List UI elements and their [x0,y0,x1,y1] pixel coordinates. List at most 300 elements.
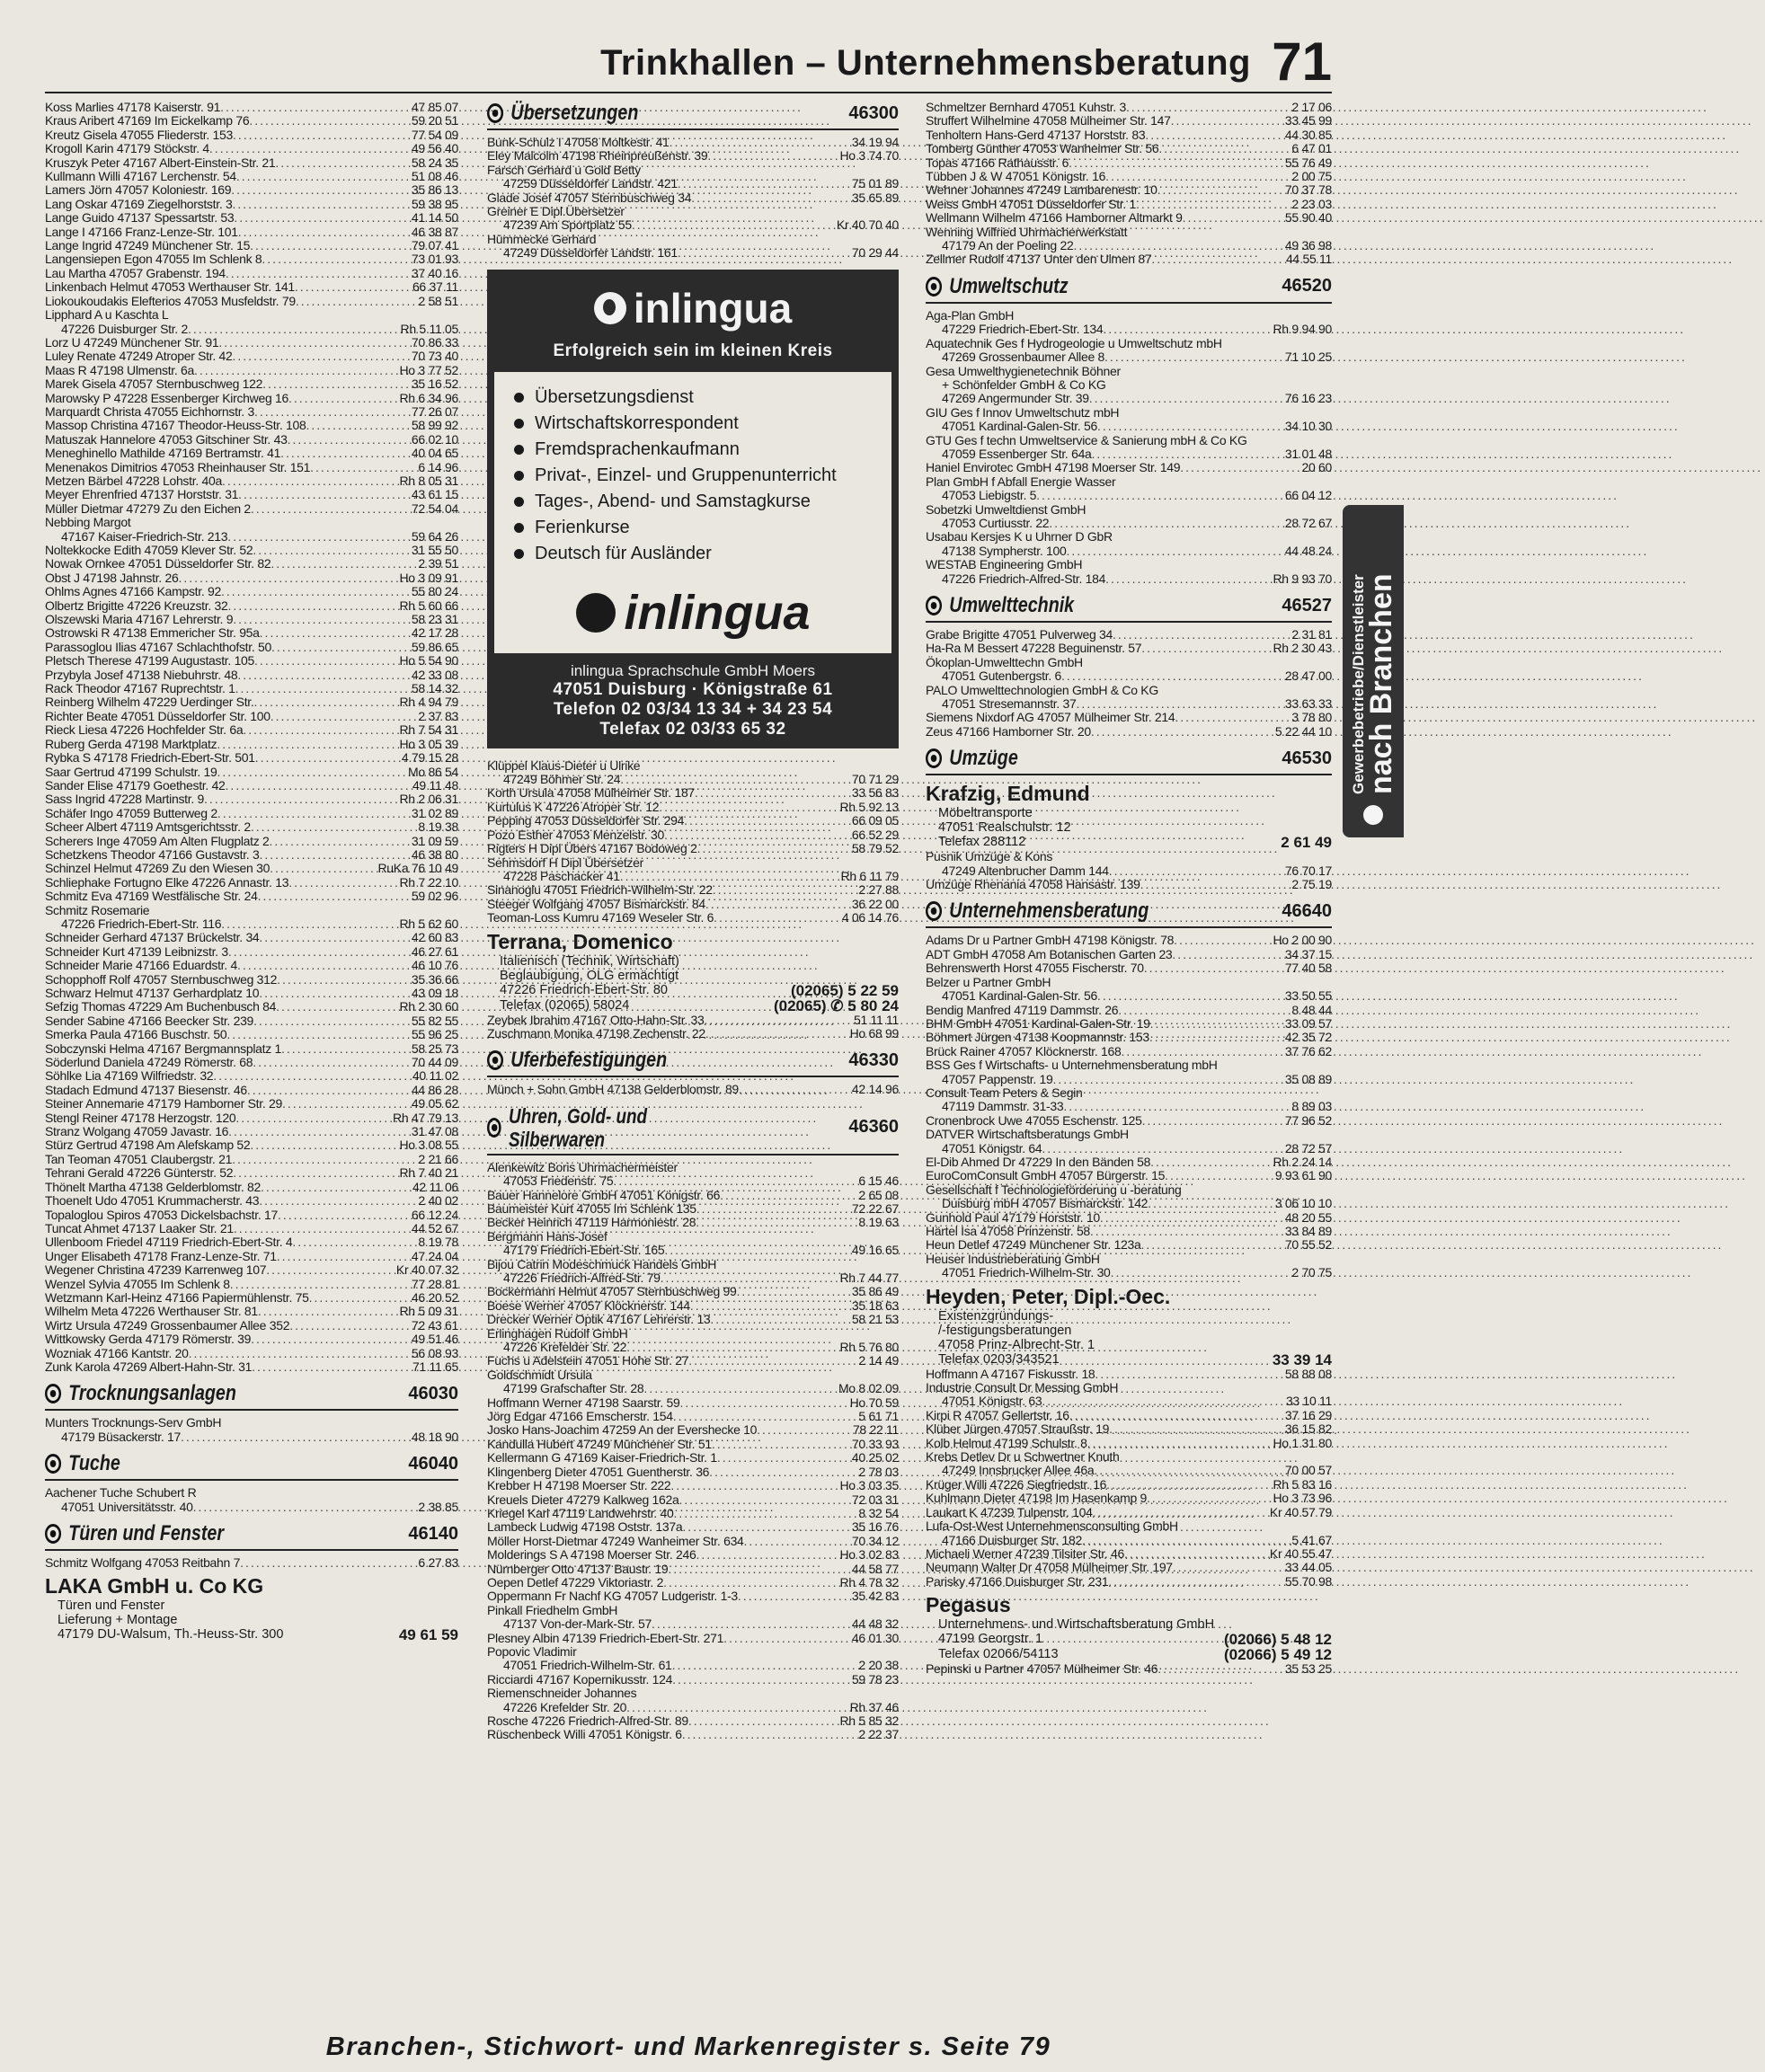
listing-entry [45,807,458,820]
listing-name: Josko Hans-Joachim 47259 An der Eversheckе 10 [487,1422,758,1438]
listing-phone: 66 09 05 [851,813,899,828]
listing-name: 47249 Böhmer Str. 24 [503,772,621,787]
listing-entry [926,976,1332,989]
listing-entry [926,878,1332,891]
listing-phone: 66 12 24 [411,1207,458,1222]
listing-list [487,1083,899,1096]
listing-name: Munters Trocknungs-Serv GmbH [45,1415,222,1430]
listing-name: Ohlms Agnes 47166 Kampstr. 92 [45,584,221,599]
listing-phone: 33 09 57 [1284,1015,1332,1031]
listing-name: Jörg Edgar 47166 Emscherstr. 154 [487,1409,673,1424]
listing-entry [487,1714,899,1728]
listing-name: 47051 Gutenbergstr. 6 [942,669,1062,684]
listing-phone: Mo 86 54 [408,764,458,779]
dot-leader [661,1271,840,1285]
listing-entry [45,835,458,848]
listing-entry [926,1169,1332,1182]
listing-entry [926,1506,1332,1519]
dot-leader [709,1465,858,1479]
dot-leader [1122,1045,1285,1058]
dot-leader [306,419,412,432]
listing-entry [45,198,458,211]
listing-entry [926,239,1332,252]
dot-leader [250,239,412,252]
listing-entry [487,1189,899,1202]
company-line: Türen und Fenster [58,1598,165,1614]
listing-name: Steeger Wolfgang 47057 Bismarckstr. 84 [487,896,705,911]
listing-entry [487,1673,899,1687]
listing-name: Söderlund Daniela 47249 Römerstr. 68 [45,1055,253,1070]
dot-leader [250,1138,399,1152]
listing-phone: 35 36 66 [411,971,458,987]
listing-entry [926,170,1332,183]
listing-phone: 48 18 90 [411,1429,458,1444]
listing-phone: 8 32 54 [858,1505,899,1520]
listing-phone: 58 25 73 [411,1040,458,1056]
listing-name: Marquardt Christa 47055 Eichhornstr. 3 [45,403,254,419]
listing-name: Schmitz Wolfgang 47053 Reitbahn 7 [45,1555,241,1570]
listing-entry [45,101,458,114]
dot-leader [1142,1114,1285,1128]
listing-list [926,934,1332,1280]
listing-entry [45,973,458,987]
listing-entry [45,890,458,903]
listing-phone: 28 72 67 [1284,515,1332,530]
listing-name: Duisburg mbH 47057 Bismarckstr. 142 [942,1196,1149,1211]
dot-leader [1150,1156,1273,1169]
company-line: Italienisch (Technik, Wirtschaft) [500,953,679,969]
listing-phone: 44 58 77 [851,1561,899,1576]
listing-phone: 2 14 49 [858,1353,899,1368]
dot-leader [296,295,419,308]
listing-name: 47226 Friedrich-Alfred-Str. 79 [503,1271,661,1285]
dot-leader [275,156,412,170]
listing-phone: 44 86 28 [411,1082,458,1097]
listing-entry [926,1086,1332,1100]
listing-entry [487,1576,899,1589]
dot-leader [1109,864,1285,878]
listing-phone: 5 41 67 [1291,1532,1332,1547]
listing-phone: 34 10 30 [1284,419,1332,434]
listing-phone: 35 08 89 [1284,1071,1332,1086]
listing-phone: Rh 5 92 13 [839,799,899,814]
tab-subtitle: Gewerbebetriebe/Dienstleister [1349,574,1367,794]
listing-entry [487,759,899,773]
listing-name: Klüber Jürgen 47057 Straußstr. 19 [926,1421,1110,1437]
listing-phone: 77 54 09 [411,127,458,142]
listing-name: Saar Gertrud 47199 Schulstr. 19 [45,764,217,779]
listing-list [926,101,1332,267]
dot-leader [288,876,399,890]
listing-entry [487,1341,899,1354]
listing-name: Hoffmann A 47167 Fiskusstr. 18 [926,1366,1095,1381]
listing-name: Krebber H 47198 Moerser Str. 222 [487,1478,671,1493]
listing-name: Thönelt Martha 47138 Gelderblomstr. 82 [45,1179,261,1194]
listing-entry [926,850,1332,863]
listing-name: Schetzkens Theodor 47166 Gustavstr. 3 [45,846,260,862]
listing-name: Zunk Karola 47269 Albert-Hahn-Str. 31 [45,1359,253,1374]
listing-name: Thoenelt Udo 47051 Krummacherstr. 43 [45,1193,260,1209]
section-code: 46330 [848,1049,899,1070]
listing-name: Münch + Sohn GmbH 47138 Gelderblomstr. 89 [487,1082,739,1097]
listing-phone: 35 86 13 [411,182,458,198]
listing-entry [926,1561,1332,1574]
listing-phone: 42 33 08 [411,667,458,682]
dot-leader [1100,1211,1285,1225]
listing-phone: 76 70 17 [1284,863,1332,878]
listing-name: Kreutz Gisela 47055 Fliederstr. 153 [45,127,233,142]
listing-name: Kruszyk Peter 47167 Albert-Einstein-Str. 21 [45,155,276,170]
listing-phone: 58 88 08 [1284,1366,1332,1381]
dot-leader [249,114,412,128]
listing-entry [487,1161,899,1174]
listing-name: Kirpi R 47057 Gellertstr. 16 [926,1407,1069,1422]
listing-name: Heuser Industrieberatung GmbH [926,1251,1100,1266]
listing-name: Drecker Werner Optik 47167 Lehrerstr. 13 [487,1312,711,1327]
company-line: Existenzgründungs- [938,1308,1054,1324]
dot-leader [259,1194,418,1208]
listing-name: Sobczynski Helma 47167 Bergmannsplatz 1 [45,1040,282,1056]
dot-leader [1103,323,1273,336]
company-phone: (02066) 5 48 12 [1223,1631,1332,1649]
listing-phone: 70 55 52 [1284,1237,1332,1253]
dot-leader [222,474,400,488]
inlingua-advertisement [487,270,899,748]
listing-name: Erlinghagen Rudolf GmbH [487,1325,628,1341]
listing-name: Wenzel Sylvia 47055 Im Schlenk 8 [45,1276,230,1291]
inlingua-logo-icon [576,593,616,633]
company-address: 47179 DU-Walsum, Th.-Heuss-Str. 300 [58,1627,284,1643]
listing-entry [45,1194,458,1208]
listing-phone: 28 72 57 [1284,1140,1332,1156]
listing-phone: 33 63 33 [1284,696,1332,712]
listing-entry [487,1244,899,1257]
listing-entry [487,218,899,232]
dot-leader [227,530,412,544]
listing-phone: 33 10 11 [1285,1394,1332,1409]
pegasus-listing [926,1592,1332,1662]
listing-name: 47179 Büsackerstr. 17 [61,1429,182,1444]
dot-leader [744,1535,852,1548]
listing-phone: 44 55 11 [1285,252,1332,267]
listing-phone: Rh 9 93 70 [1273,571,1332,586]
listing-phone: 36 15 82 [1284,1421,1332,1437]
listing-entry [487,1493,899,1507]
listing-name: 47269 Grossenbaumer Allee 8 [942,350,1105,365]
tab-bullet-icon [1363,805,1383,825]
listing-phone: 2 39 51 [418,556,458,571]
listing-phone: 34 37 15 [1284,946,1332,961]
listing-name: Zuschmann Monika 47198 Zechenstr. 22 [487,1025,705,1040]
listing-phone: 47 24 04 [411,1248,458,1263]
listing-name: Topas 47166 Rathausstr. 6 [926,155,1069,170]
listing-entry [487,1423,899,1437]
listing-name: Rigters H Dipl Übers 47167 Bodoweg 2 [487,841,697,856]
listing-entry [926,1464,1332,1477]
listing-entry [45,723,458,737]
listing-entry [45,1333,458,1346]
dot-leader [626,1341,839,1354]
dot-leader [673,1507,858,1520]
dot-leader [1151,252,1286,266]
listing-entry [926,1519,1332,1533]
listing-entry [45,931,458,944]
listing-entry [926,517,1332,530]
listing-entry [926,226,1332,239]
listing-list [926,1368,1332,1589]
listing-phone: 70 73 40 [411,349,458,364]
dot-leader [209,142,412,155]
dot-leader [1108,1575,1285,1589]
listing-name: 47051 Königstr. 64 [942,1140,1042,1156]
listing-entry [45,1486,458,1500]
listing-entry [487,1027,899,1040]
listing-phone: 51 11 11 [853,1012,899,1027]
listing-phone: 2 38 85 [418,1499,458,1514]
listing-entry [45,1166,458,1180]
listing-name: Wellmann Wilhelm 47166 Hamborner Altmarkt 9 [926,210,1183,226]
listing-entry [926,1045,1332,1058]
listing-name: Goldschmidt Ursula [487,1367,592,1382]
listing-phone: 58 21 53 [851,1312,899,1327]
listing-list [926,628,1332,739]
dot-leader [277,1250,412,1263]
listing-phone: 2 20 38 [858,1658,899,1673]
company-line: Unternehmens- und Wirtschaftsberatung GmbH [938,1617,1215,1633]
dot-leader [236,170,412,183]
listing-name: 47249 Innsbrucker Allee 46a [942,1463,1095,1478]
listing-entry [487,1271,899,1285]
listing-name: Struffert Wilhelmine 47058 Mülheimer Str. 147 [926,113,1171,128]
listing-name: Ullenboom Friedel 47119 Friedrich-Ebert-Str. 4 [45,1235,293,1250]
listing-entry [487,842,899,855]
listing-entry [926,337,1332,350]
section-code: 46300 [848,102,899,123]
listing-phone: 6 47 01 [1291,141,1332,156]
listing-phone: 73 01 93 [411,252,458,267]
listing-entry [926,656,1332,669]
listing-entry [487,246,899,260]
dot-leader [233,613,412,626]
listing-entry [926,725,1332,739]
dot-leader [261,1181,412,1194]
listing-entry [487,1382,899,1395]
listing-entry [45,461,458,474]
ad-slogan: Erfolgreich sein im kleinen Kreis [553,341,833,360]
dot-leader [1036,489,1285,502]
listing-phone: 8 19 78 [418,1235,458,1250]
listing-entry [926,378,1332,392]
listing-entry [926,1238,1332,1252]
listing-name: Kolb Helmut 47199 Schulstr. 8 [926,1435,1087,1450]
listing-phone: Ho 3 02 83 [839,1547,899,1563]
listing-entry [487,1230,899,1244]
listing-name: Möller Horst-Dietmar 47249 Wanheimer Str. 634 [487,1533,744,1548]
dot-leader [194,364,399,377]
listing-phone: 49 11 48 [412,777,458,792]
listing-name: Zeybek Ibrahim 47167 Otto-Hahn-Str. 33 [487,1012,705,1027]
listing-entry [926,1381,1332,1395]
dot-leader [217,766,409,779]
dot-leader [1147,1492,1273,1505]
section-tuche [45,1451,458,1481]
listing-entry [45,1181,458,1194]
dot-leader [1149,1031,1285,1044]
dot-leader [652,1617,852,1631]
listing-entry [926,684,1332,697]
section-label: Uferbefestigungen [510,1048,668,1073]
listing-entry [487,1354,899,1368]
listing-phone: Ho 3 77 52 [399,362,458,377]
listing-phone: 35 65 89 [851,190,899,205]
dot-leader [281,1042,412,1056]
listing-list [926,309,1332,586]
dot-leader [688,1354,858,1368]
listing-phone: 42 14 96 [851,1082,899,1097]
listing-entry [926,1183,1332,1197]
company-phone: (02065) ✆ 5 80 24 [773,996,899,1014]
listing-name: Molderings S A 47198 Moerser Str. 246 [487,1547,696,1563]
dot-leader [620,870,841,883]
dot-leader [757,1423,853,1437]
listing-name: Pinkall Friedhelm GmbH [487,1602,618,1617]
listing-entry [487,1632,899,1645]
dot-leader [643,1382,838,1395]
listing-entry [926,1437,1332,1450]
listing-name: 47167 Kaiser-Friedrich-Str. 213 [61,528,228,544]
dot-leader [672,1659,859,1672]
listing-entry [487,828,899,842]
section-bullet-icon [926,277,942,297]
listing-name: 47051 Kardinal-Galen-Str. 56 [942,419,1097,434]
listing-phone: Rh 7 54 31 [399,722,458,738]
listing-entry [926,323,1332,336]
listing-phone: 46 27 61 [411,943,458,959]
listing-phone: 31 09 59 [411,833,458,848]
listing-entry [45,211,458,225]
listing-list [45,101,458,1374]
dot-leader [705,898,852,911]
section-label: Unternehmensberatung [949,899,1149,924]
listing-list [487,759,899,925]
listing-entry [45,1111,458,1125]
listing-name: Lipphard A u Kaschta L [45,307,169,323]
listing-name: Pusnik Umzüge & Kons [926,849,1053,864]
dot-leader [1113,628,1291,642]
listing-name: 47229 Friedrich-Ebert-Str. 134 [942,322,1104,337]
listing-name: Kraus Aribert 47169 Im Eickelkamp 76 [45,113,250,128]
listing-entry [926,1017,1332,1031]
listing-name: Stranz Wolgang 47059 Javastr. 16 [45,1124,229,1139]
listing-entry [487,1687,899,1700]
listing-name: Grabe Brigitte 47051 Pulverweg 34 [926,627,1113,642]
dot-leader [1092,447,1285,461]
dot-leader [233,350,412,363]
company-line: Lieferung + Montage [58,1613,178,1628]
dot-leader [1158,142,1291,155]
company-phone: (02066) 5 49 12 [1223,1646,1332,1664]
dot-leader [1063,1100,1291,1113]
listing-name: Bendig Manfred 47119 Dammstr. 26 [926,1002,1119,1017]
listing-phone: 2 22 37 [858,1727,899,1742]
listing-name: El-Dib Ahmed Dr 47229 In den Bänden 58 [926,1154,1151,1169]
listing-name: Tan Teoman 47051 Claubergstr. 21 [45,1151,233,1166]
listing-name: Topaloglou Spiros 47053 Dickelsbachstr. 17 [45,1207,279,1222]
section-uhren [487,1104,899,1156]
dot-leader [696,1548,840,1562]
listing-name: Meneghinello Mathilde 47169 Bertramstr. 41 [45,446,281,461]
dot-leader [1091,725,1275,739]
terrana-listing [487,929,899,1014]
section-code: 46520 [1282,276,1332,297]
listing-phone: Rh 5 09 31 [399,1304,458,1319]
listing-entry [45,239,458,252]
listing-name: Rybka S 47178 Friedrich-Ebert-Str. 501 [45,750,255,766]
listing-name: 47228 Paschacker 41 [503,868,620,883]
listing-entry [45,1235,458,1249]
dot-leader [252,1360,412,1374]
listing-name: Schmitz Eva 47169 Westfälische Str. 24 [45,889,258,904]
listing-entry [45,654,458,668]
listing-entry [45,1014,458,1028]
dot-leader [220,101,412,114]
dot-leader [271,710,419,723]
listing-phone: 59 86 65 [411,639,458,654]
dot-leader [1118,1004,1291,1017]
listing-phone: 40 11 02 [412,1068,458,1084]
listing-phone: 77 28 81 [411,1276,458,1291]
listing-entry [45,156,458,170]
listing-phone: 70 86 33 [411,334,458,350]
listing-name: Rieck Liesa 47226 Hochfelder Str. 6a [45,722,244,738]
listing-entry [487,1728,899,1741]
listing-entry [487,1313,899,1326]
dot-leader [1183,211,1285,225]
dot-leader [1173,1561,1285,1574]
section-trocknungsanlagen [45,1381,458,1411]
dot-leader [1136,198,1291,211]
section-label: Trocknungsanlagen [68,1381,236,1406]
dot-leader [234,211,412,225]
listing-entry [45,1125,458,1138]
listing-phone: Rh 7 44 77 [839,1271,899,1285]
listing-name: Stengl Reiner 47178 Herzogstr. 120 [45,1110,236,1125]
listing-phone: 37 16 29 [1284,1407,1332,1422]
listing-name: Wittkowsky Gerda 47179 Römerstr. 39 [45,1332,252,1347]
listing-name: Smerka Paula 47166 Buschstr. 50 [45,1027,227,1042]
dot-leader [705,1014,854,1027]
listing-name: 47051 Kardinal-Galen-Str. 56 [942,988,1097,1004]
listing-name: Kandulla Hubert 47249 Münchener Str. 51 [487,1436,712,1451]
listing-phone: 35 86 49 [851,1284,899,1299]
listing-name: Nürnberger Otto 47137 Baustr. 19 [487,1561,669,1576]
listing-phone: 40 25 02 [851,1450,899,1465]
listing-entry [487,814,899,828]
dot-leader [723,1632,852,1645]
listing-name: Massop Christina 47167 Theodor-Heuss-Str. 108 [45,418,306,433]
company-phone-row: 47226 Friedrich-Ebert-Str. 80 (02065) 5 22 59 [500,981,899,999]
dot-leader [707,149,839,163]
dot-leader [270,862,377,875]
listing-entry [45,226,458,239]
listing-name: 47051 Friedrich-Wilhelm-Str. 61 [503,1658,672,1673]
dot-leader [254,654,399,668]
listing-entry [487,1563,899,1576]
listing-entry [45,848,458,862]
listing-entry [926,530,1332,544]
company-line: Beglaubigung, OLG ermächtigt [500,968,679,983]
section-bullet-icon [487,1050,503,1070]
